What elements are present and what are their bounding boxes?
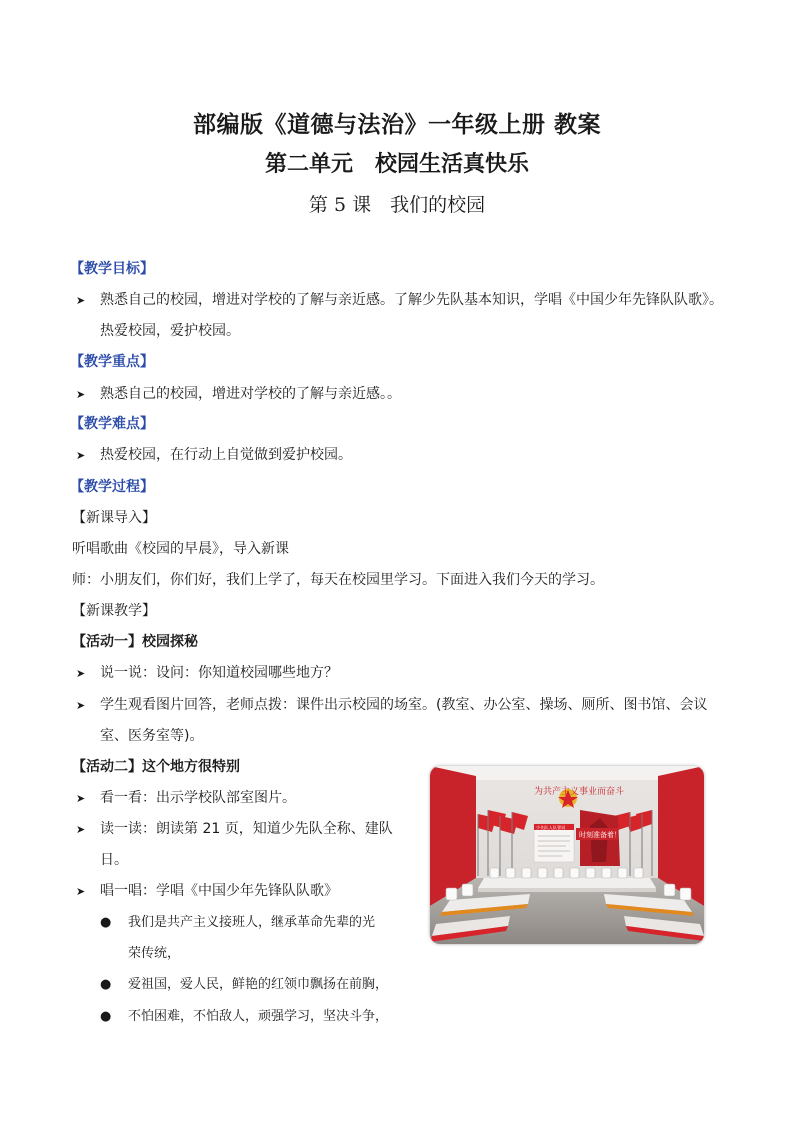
lyric-text: 爱祖国，爱人民，鲜艳的红领巾飘扬在前胸， xyxy=(128,977,389,992)
intro-line: 师：小朋友们，你们好，我们上学了，每天在校园里学习。下面进入我们今天的学习。 xyxy=(72,572,604,588)
board-title: 少先队入队誓词 xyxy=(536,825,566,830)
activity2-item-text: 读一读：朗读第 21 页，知道少先队全称、建队 xyxy=(100,821,393,837)
teaching-heading: 【新课教学】 xyxy=(72,603,156,619)
key-points-heading: 【教学重点】 xyxy=(70,354,154,370)
key-points-item-text: 熟悉自己的校园，增进对学校的了解与亲近感。。 xyxy=(100,386,401,402)
round-bullet-icon: ● xyxy=(100,915,112,930)
intro-heading: 【新课导入】 xyxy=(72,510,156,526)
lyric-text: 不怕困难，不怕敌人，顽强学习，坚决斗争， xyxy=(128,1009,389,1024)
lesson-title: 第 5 课 我们的校园 xyxy=(308,194,486,216)
objectives-heading: 【教学目标】 xyxy=(70,261,154,277)
arrow-bullet-icon: ➤ xyxy=(76,388,86,401)
difficulties-item xyxy=(76,445,352,466)
arrow-bullet-icon: ➤ xyxy=(76,823,86,836)
round-bullet-icon: ● xyxy=(100,977,112,992)
activity1-item-text: 说一说：设问：你知道校园哪些地方？ xyxy=(100,665,338,681)
activity2-item-text: 看一看：出示学校队部室图片。 xyxy=(100,790,296,806)
round-bullet-icon: ● xyxy=(100,1009,112,1024)
activity2-item xyxy=(76,881,338,902)
doc-title: 部编版《道德与法治》一年级上册 教案 xyxy=(192,112,601,138)
arrow-bullet-icon: ➤ xyxy=(76,792,86,805)
wall-slogan: 为共产主义事业而奋斗 xyxy=(534,787,625,797)
activity1-item-text: 学生观看图片回答，老师点拨：课件出示校园的场室。(教室、办公室、操场、厕所、图书馆、会议 xyxy=(100,697,708,713)
objectives-item xyxy=(76,290,723,311)
arrow-bullet-icon: ➤ xyxy=(76,294,86,307)
intro-line: 听唱歌曲《校园的早晨》，导入新课 xyxy=(72,541,289,557)
activity1-item xyxy=(76,663,338,684)
objectives-item-text: 熟悉自己的校园，增进对学校的了解与亲近感。了解少先队基本知识，学唱《中国少年先锋队队歌》。 xyxy=(100,292,723,308)
arrow-bullet-icon: ➤ xyxy=(76,449,86,462)
key-points-item xyxy=(76,384,401,405)
activity1-item-cont: 室、医务室等)。 xyxy=(100,728,204,744)
process-heading: 【教学过程】 xyxy=(70,479,154,495)
activity2-item-cont: 日。 xyxy=(100,852,128,868)
difficulties-item-text: 热爱校园，在行动上自觉做到爱护校园。 xyxy=(100,447,352,463)
difficulties-heading: 【教学难点】 xyxy=(70,416,154,432)
activity1-heading: 【活动一】校园探秘 xyxy=(72,634,198,650)
objectives-item-cont: 热爱校园，爱护校园。 xyxy=(100,323,240,339)
lyric-item xyxy=(100,1007,388,1027)
activity2-item-text: 唱一唱：学唱《中国少年先锋队队歌》 xyxy=(100,883,338,899)
activity2-item xyxy=(76,819,393,840)
arrow-bullet-icon: ➤ xyxy=(76,667,86,680)
lyric-item xyxy=(100,975,388,995)
lyric-item-cont: 荣传统， xyxy=(128,946,181,961)
unit-title: 第二单元 校园生活真快乐 xyxy=(264,152,529,177)
activity2-heading: 【活动二】这个地方很特别 xyxy=(72,759,240,775)
photo-banner: 时刻准备着！ xyxy=(579,831,621,839)
activity2-item xyxy=(76,788,296,809)
activity1-item xyxy=(76,695,707,716)
pioneer-room-photo xyxy=(430,766,704,944)
lyric-text: 我们是共产主义接班人，继承革命先辈的光 xyxy=(128,915,376,930)
arrow-bullet-icon: ➤ xyxy=(76,699,86,712)
lyric-item xyxy=(100,913,375,933)
arrow-bullet-icon: ➤ xyxy=(76,885,86,898)
